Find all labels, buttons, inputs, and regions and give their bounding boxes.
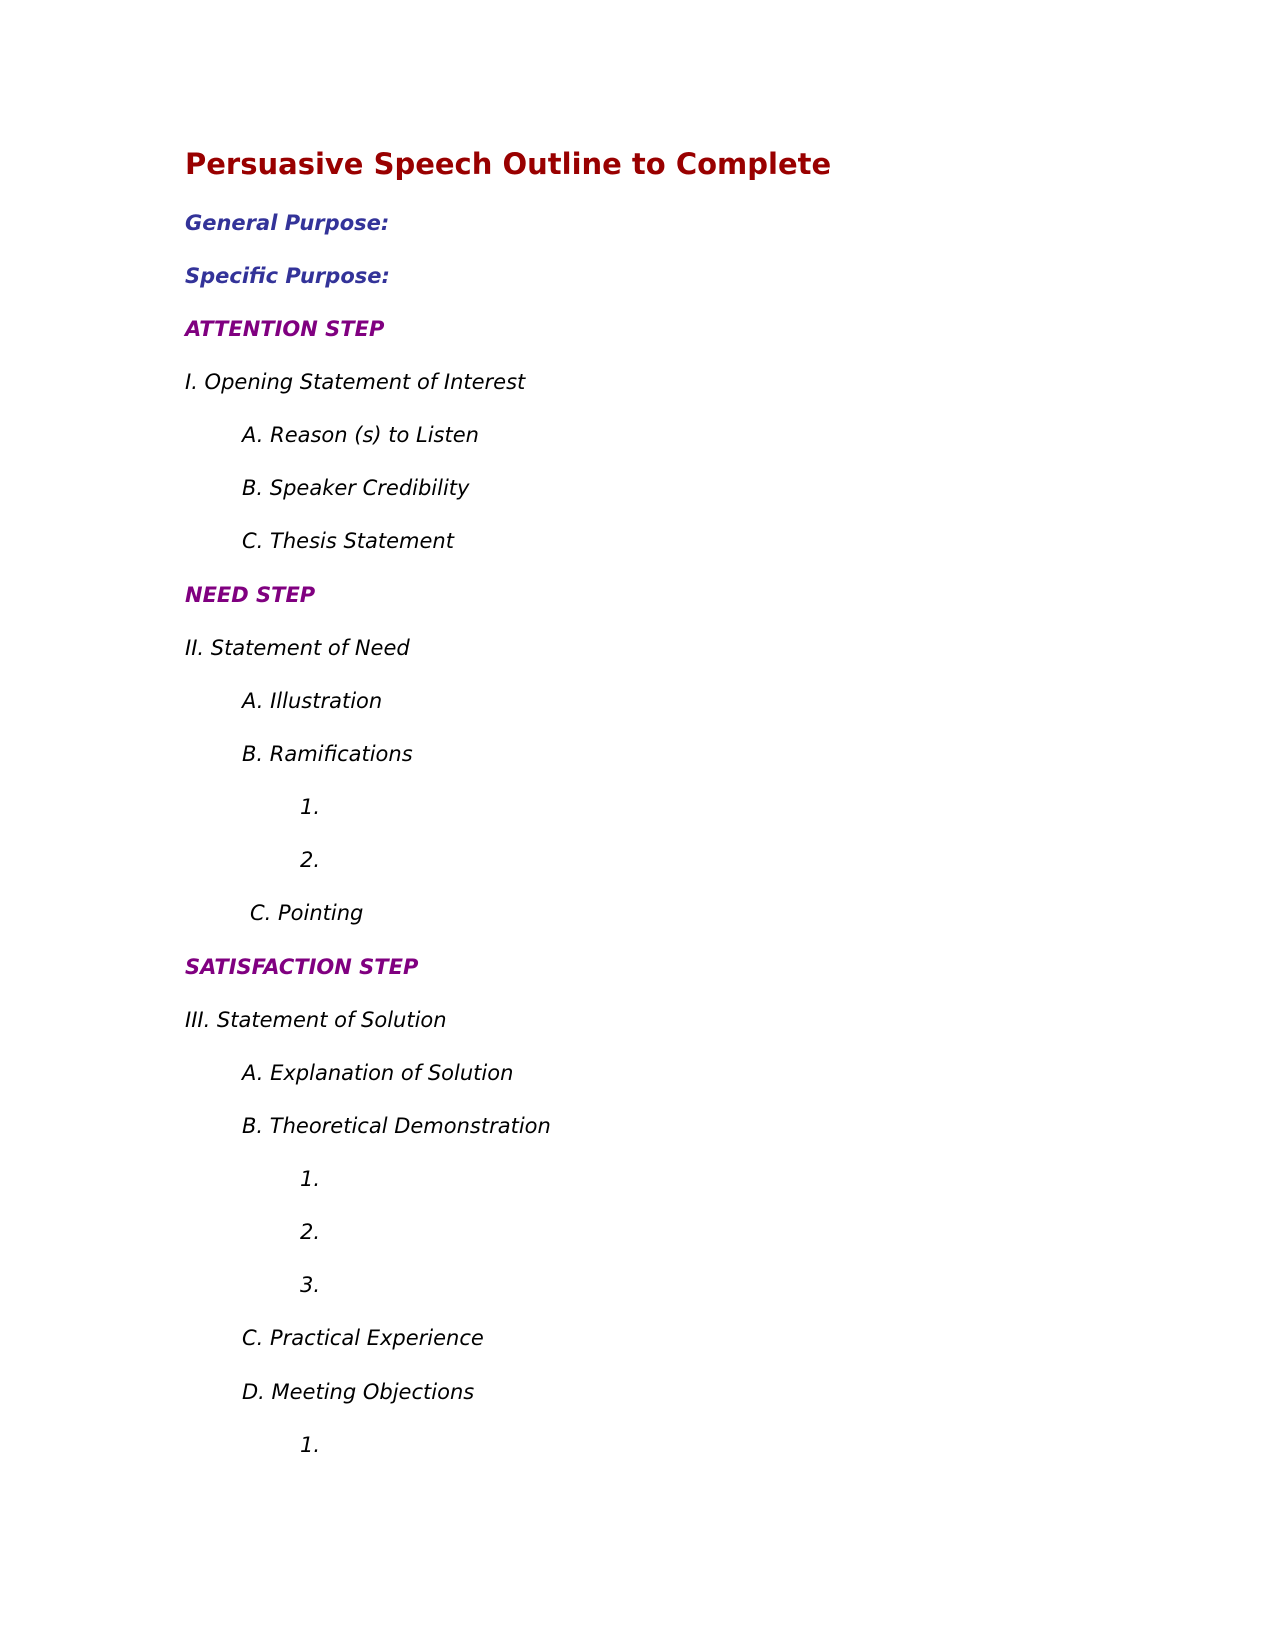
attention-main-point: I. Opening Statement of Interest	[185, 370, 526, 394]
satisfaction-sub-a: A. Explanation of Solution	[242, 1061, 514, 1085]
specific-purpose-label: Specific Purpose:	[185, 264, 390, 288]
satisfaction-sub-b: B. Theoretical Demonstration	[242, 1114, 551, 1138]
need-sub-b-1: 1.	[300, 795, 321, 819]
need-sub-a: A. Illustration	[242, 689, 383, 713]
attention-sub-a: A. Reason (s) to Listen	[242, 423, 479, 447]
satisfaction-sub-b-3: 3.	[300, 1273, 321, 1297]
attention-step-heading: ATTENTION STEP	[185, 317, 385, 341]
need-sub-b-2: 2.	[300, 848, 321, 872]
need-step-heading: NEED STEP	[185, 583, 316, 607]
attention-sub-b: B. Speaker Credibility	[242, 476, 470, 500]
satisfaction-sub-c: C. Practical Experience	[242, 1326, 484, 1350]
need-sub-c: C. Pointing	[250, 901, 364, 925]
general-purpose-label: General Purpose:	[185, 211, 390, 235]
satisfaction-sub-d-1: 1.	[300, 1433, 321, 1457]
need-sub-b: B. Ramifications	[242, 742, 413, 766]
attention-sub-c: C. Thesis Statement	[242, 529, 454, 553]
satisfaction-sub-d: D. Meeting Objections	[242, 1380, 475, 1404]
page-title: Persuasive Speech Outline to Complete	[185, 147, 832, 181]
satisfaction-step-heading: SATISFACTION STEP	[185, 955, 419, 979]
satisfaction-sub-b-1: 1.	[300, 1167, 321, 1191]
satisfaction-sub-b-2: 2.	[300, 1220, 321, 1244]
need-main-point: II. Statement of Need	[185, 636, 410, 660]
satisfaction-main-point: III. Statement of Solution	[185, 1008, 447, 1032]
